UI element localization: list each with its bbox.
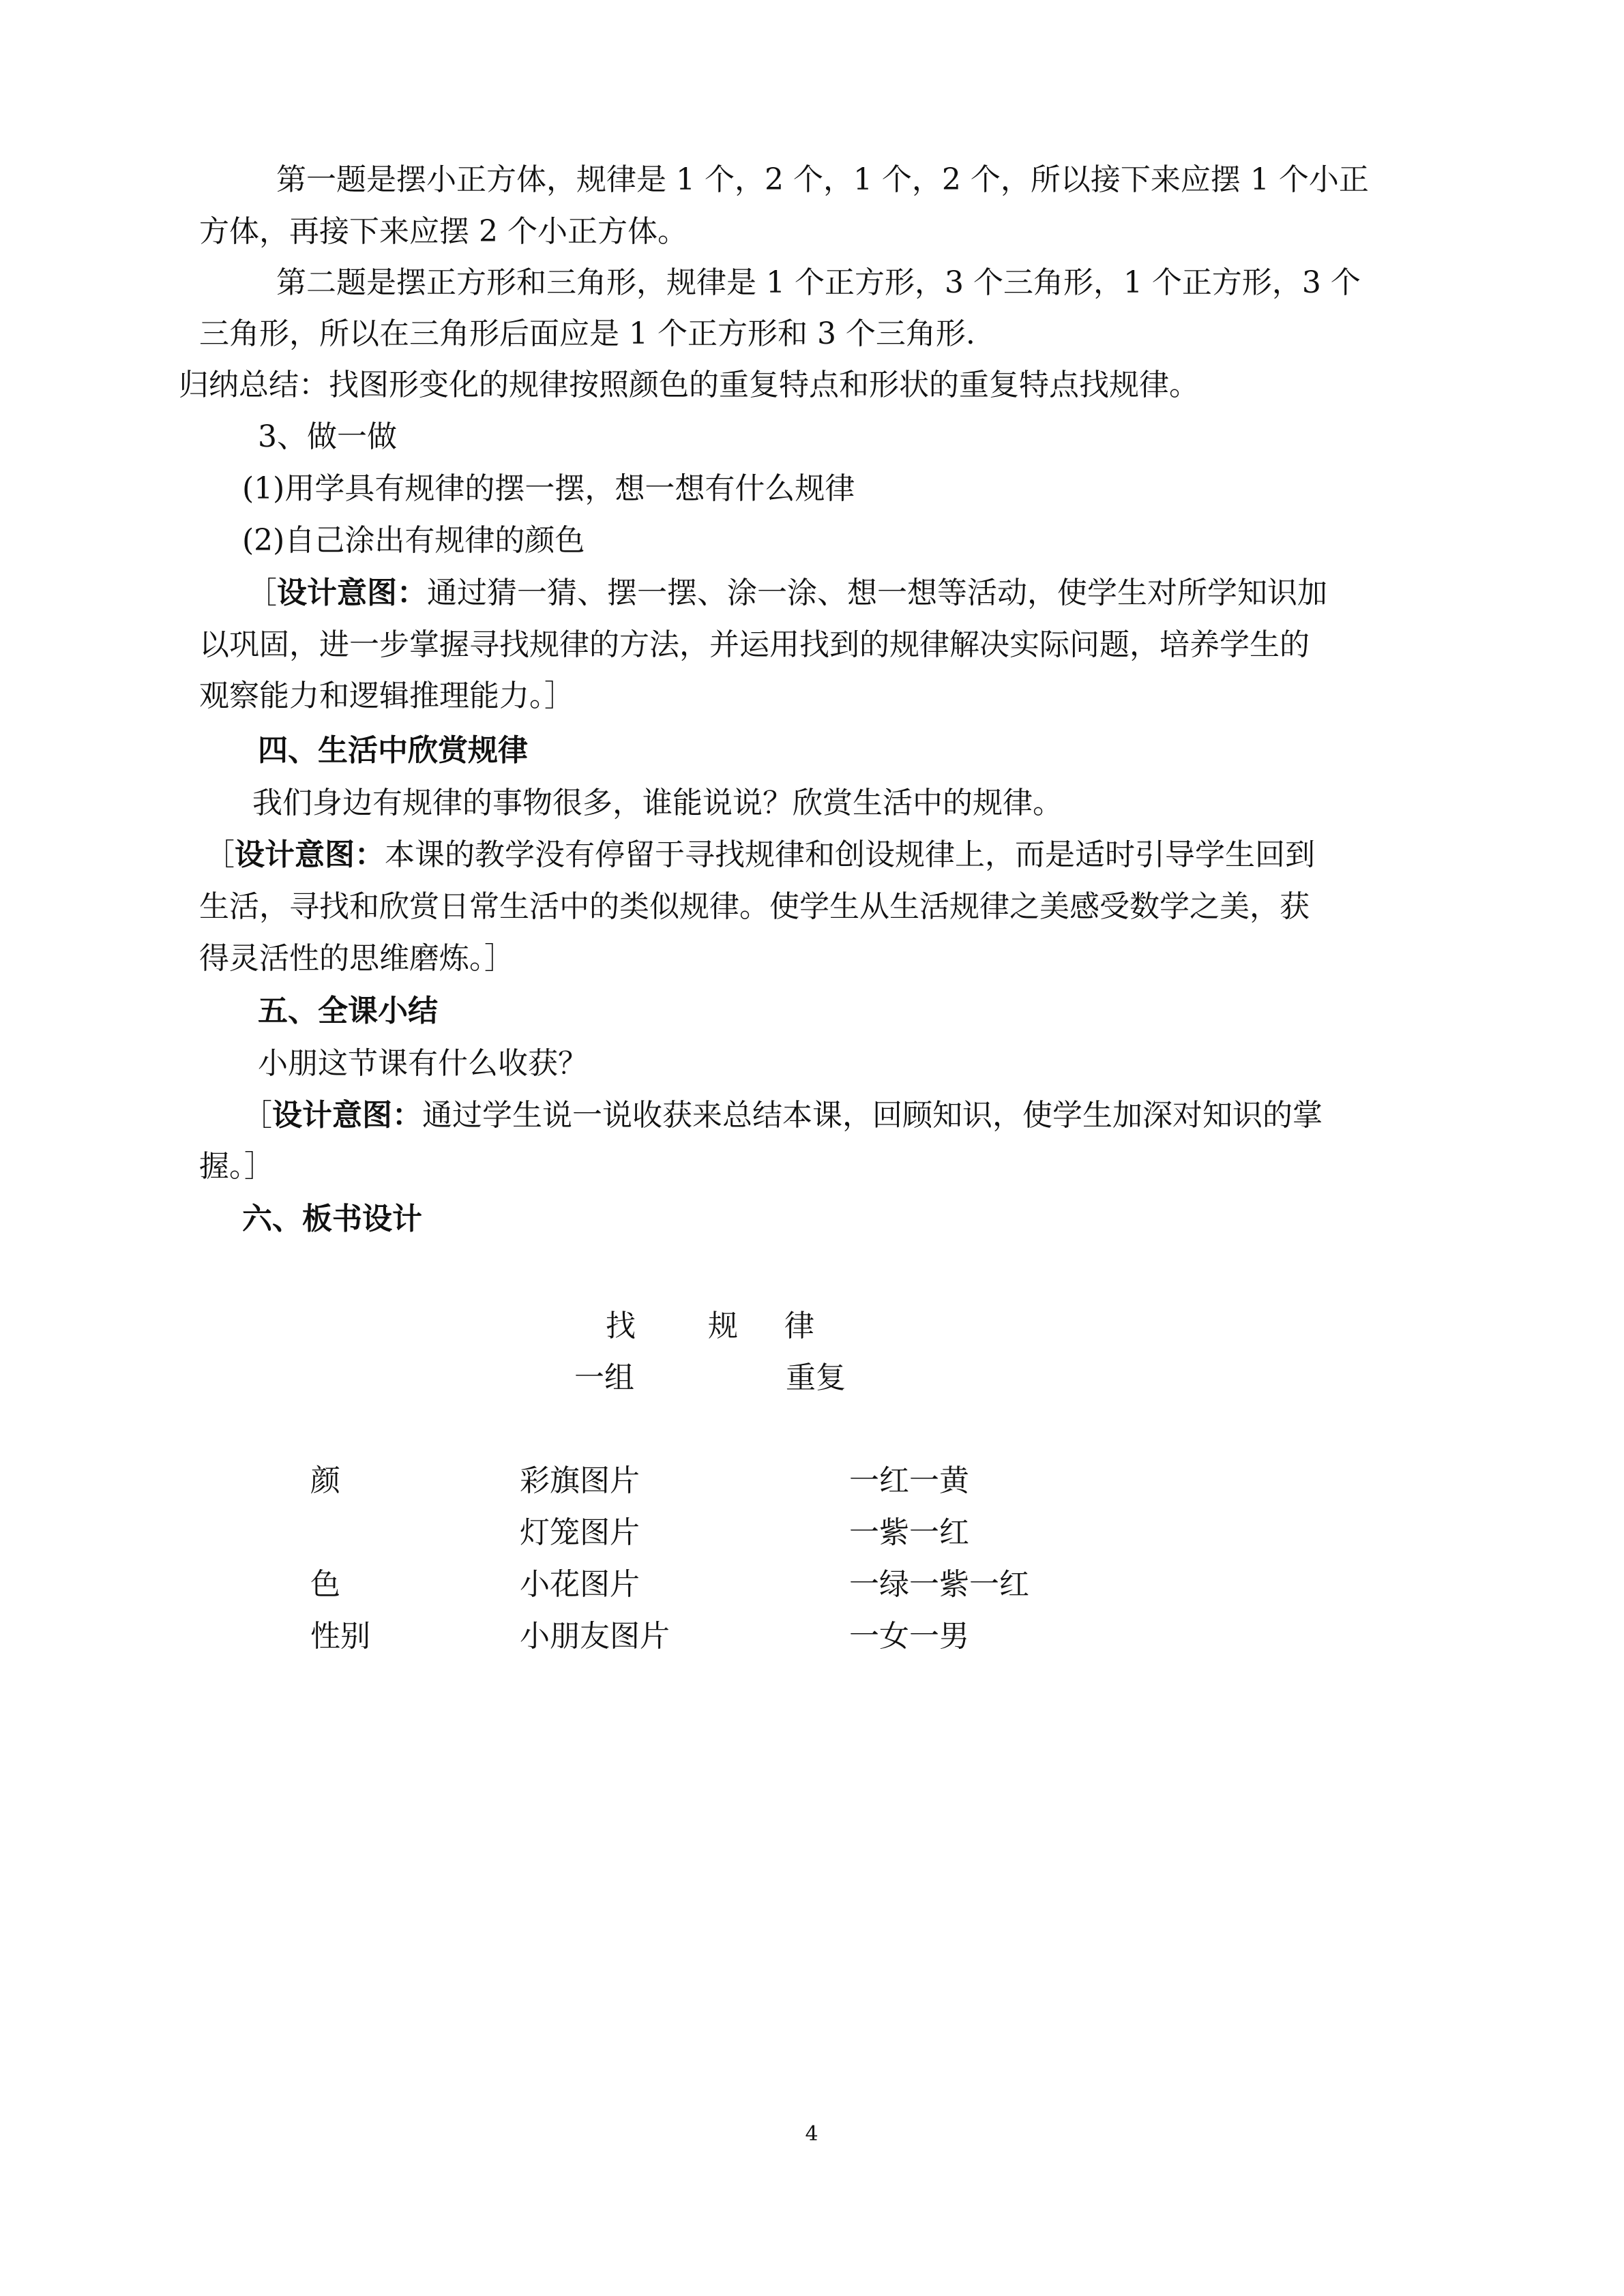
do-it-item-1: (1)用学具有规律的摆一摆，想一想有什么规律 [242, 471, 855, 506]
design-intent-1-line1 [247, 567, 1327, 619]
board-row-1-item: 彩旗图片 [520, 1463, 640, 1498]
board-row-1-pattern: 一红一黄 [849, 1463, 969, 1498]
paragraph-q1-line1: 第一题是摆小正方体，规律是 1 个，2 个，1 个，2 个，所以接下来应摆 1 个小正 [276, 162, 1369, 197]
board-row-2-item: 灯笼图片 [520, 1515, 640, 1550]
bracket-open: ［ [242, 1098, 272, 1133]
section-4-heading: 四、生活中欣赏规律 [258, 733, 528, 768]
do-it-item-2: (2)自己涂出有规律的颜色 [242, 523, 585, 558]
section-6-heading: 六、板书设计 [242, 1202, 422, 1236]
board-title-char-2: 规 [708, 1309, 738, 1343]
design-intent-2-line2: 生活，寻找和欣赏日常生活中的类似规律。使学生从生活规律之美感受数学之美，获 [199, 889, 1310, 924]
board-sub-right: 重复 [786, 1360, 846, 1395]
paragraph-q2-line2: 三角形，所以在三角形后面应是 1 个正方形和 3 个三角形. [199, 316, 975, 351]
board-row-4-category: 性别 [310, 1619, 370, 1654]
section-5-text: 小朋这节课有什么收获？ [258, 1046, 588, 1081]
board-row-4-item: 小朋友图片 [520, 1619, 670, 1654]
summary-line: 归纳总结：找图形变化的规律按照颜色的重复特点和形状的重复特点找规律。 [179, 368, 1199, 402]
board-row-1-category: 颜 [310, 1463, 340, 1498]
page-number: 4 [805, 2122, 818, 2146]
paragraph-q1-line2: 方体，再接下来应摆 2 个小正方体。 [199, 214, 688, 249]
design-intent-1-line2: 以巩固，进一步掌握寻找规律的方法，并运用找到的规律解决实际问题，培养学生的 [199, 627, 1310, 662]
board-row-3-item: 小花图片 [520, 1567, 640, 1602]
design-intent-3-line2: 握。］ [199, 1149, 274, 1184]
design-intent-text: 本课的教学没有停留于寻找规律和创设规律上，而是适时引导学生回到 [385, 837, 1315, 872]
bracket-open: ［ [205, 837, 235, 872]
design-intent-3-line1 [242, 1090, 1323, 1142]
design-intent-label: 设计意图： [277, 576, 427, 610]
section-4-text: 我们身边有规律的事物很多，谁能说说？欣赏生活中的规律。 [252, 786, 1063, 820]
design-intent-label: 设计意图： [235, 837, 385, 872]
board-row-2-pattern: 一紫一红 [849, 1515, 969, 1550]
board-title-char-1: 找 [606, 1309, 636, 1343]
board-row-4-pattern: 一女一男 [849, 1619, 969, 1654]
board-sub-left: 一组 [574, 1360, 634, 1395]
design-intent-text: 通过猜一猜、摆一摆、涂一涂、想一想等活动，使学生对所学知识加 [427, 576, 1327, 610]
paragraph-q2-line1: 第二题是摆正方形和三角形，规律是 1 个正方形，3 个三角形，1 个正方形，3 个 [276, 265, 1361, 300]
section-5-heading: 五、全课小结 [258, 994, 438, 1028]
design-intent-text: 通过学生说一说收获来总结本课，回顾知识，使学生加深对知识的掌 [422, 1098, 1323, 1133]
design-intent-label: 设计意图： [272, 1098, 422, 1133]
design-intent-2-line1 [205, 829, 1315, 881]
bracket-open: ［ [247, 576, 277, 610]
board-row-3-category: 色 [310, 1567, 340, 1602]
board-row-3-pattern: 一绿一紫一红 [849, 1567, 1029, 1602]
do-it-title: 3、做一做 [258, 419, 397, 454]
design-intent-1-line3: 观察能力和逻辑推理能力。］ [199, 679, 574, 713]
design-intent-2-line3: 得灵活性的思维磨炼。］ [199, 941, 514, 976]
board-title-char-3: 律 [784, 1309, 814, 1343]
